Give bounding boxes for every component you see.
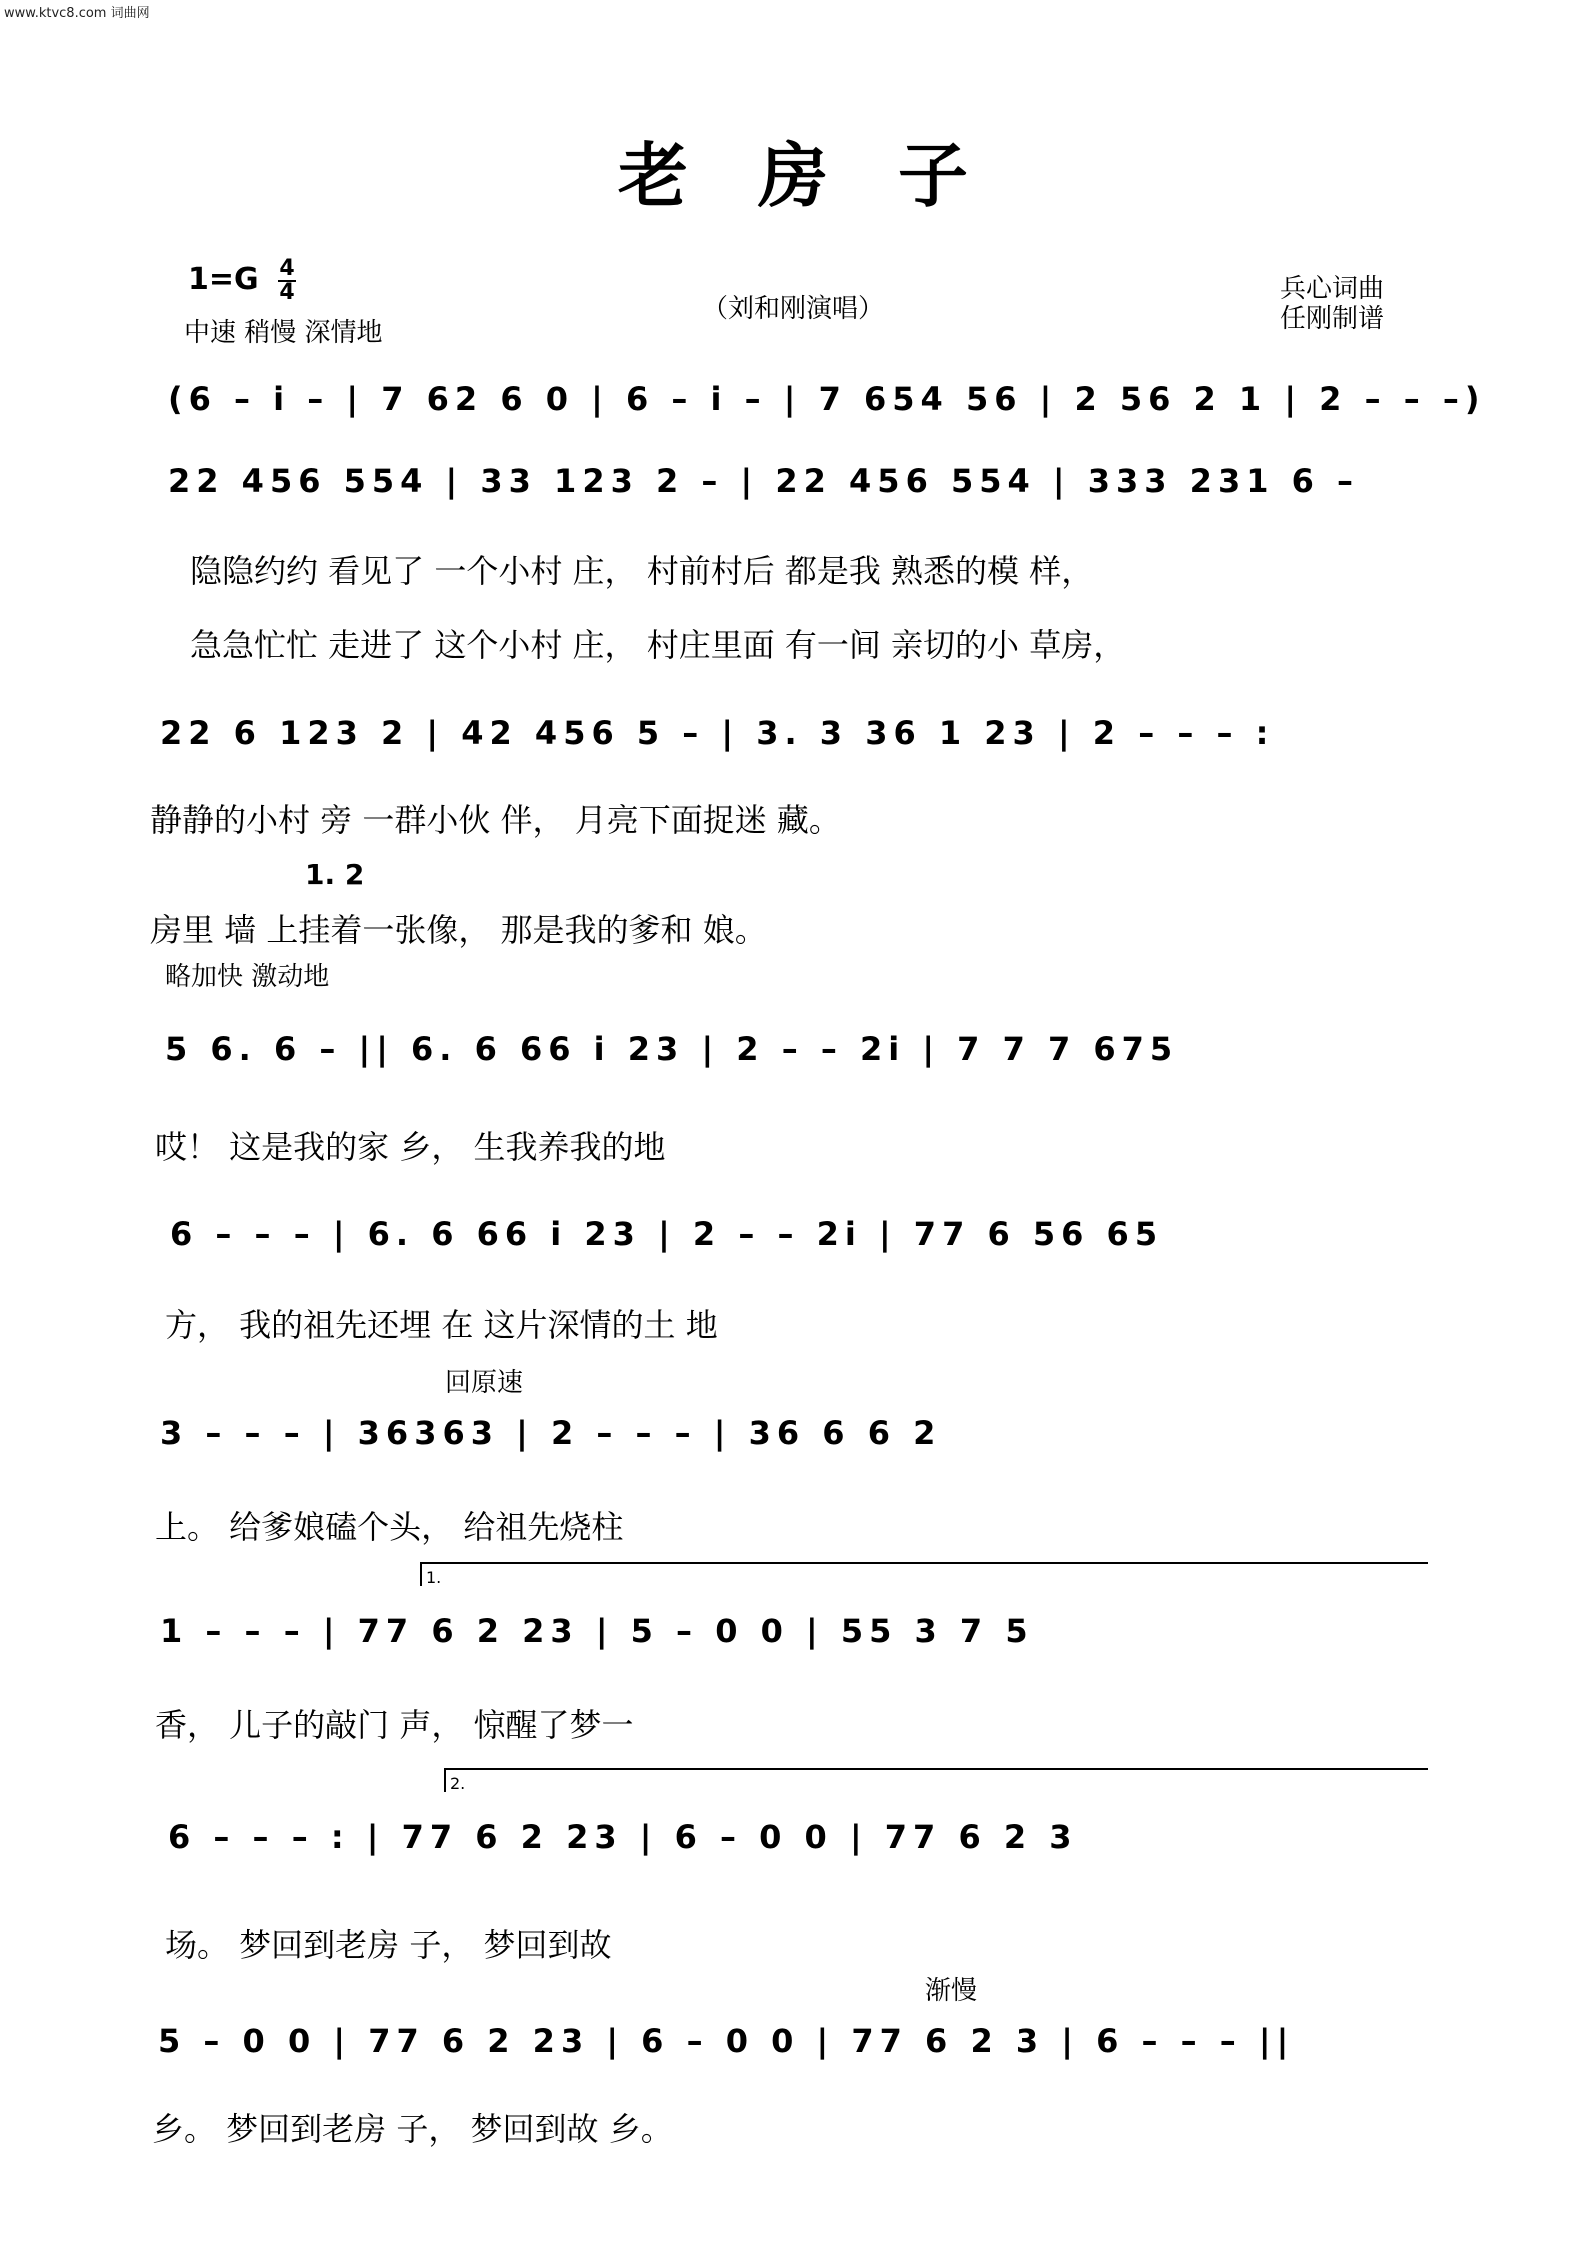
score-line-1: (6 – i – | 7 62 6 0 | 6 – i – | 7 654 56 | 2 56 2 1 | 2 – – –) xyxy=(168,380,1486,418)
lyrics-line-9: 乡。 梦回到老房 子， 梦回到故 乡。 xyxy=(152,2110,673,2148)
tempo-marking: 中速 稍慢 深情地 xyxy=(184,318,383,348)
tempo-change-faster: 略加快 激动地 xyxy=(165,962,330,992)
score-line-3: 22 6 123 2 | 42 456 5 – | 3. 3 36 1 23 | 2 – – – : xyxy=(160,714,1275,752)
lyrics-line-2b: 急急忙忙 走进了 这个小村 庄， 村庄里面 有一间 亲切的小 草房， xyxy=(190,626,1126,664)
alternate-notes: 1. 2 xyxy=(305,858,365,891)
score-line-4: 5 6. 6 – || 6. 6 66 i 23 | 2 – – 2i | 7 7 7 675 xyxy=(165,1030,1179,1068)
volta-2-number: 2. xyxy=(450,1774,466,1793)
score-line-6: 3 – – – | 36363 | 2 – – – | 36 6 6 2 xyxy=(160,1414,942,1452)
score-line-8: 6 – – – : | 77 6 2 23 | 6 – 0 0 | 77 6 2 3 xyxy=(168,1818,1078,1856)
tempo-change-original: 回原速 xyxy=(445,1368,524,1398)
lyrics-line-7: 香， 儿子的敲门 声， 惊醒了梦一 xyxy=(155,1706,634,1744)
volta-1-bracket xyxy=(420,1562,1428,1564)
page-title: 老房子 xyxy=(618,134,1038,217)
score-line-9: 5 – 0 0 | 77 6 2 23 | 6 – 0 0 | 77 6 2 3 | 6 – – – || xyxy=(158,2022,1295,2060)
lyrics-line-3b: 房里 墙 上挂着一张像， 那是我的爹和 娘。 xyxy=(150,911,767,949)
volta-1-tick xyxy=(420,1562,422,1586)
composer-line: 兵心词曲 xyxy=(1280,274,1385,304)
lyrics-line-8: 场。 梦回到老房 子， 梦回到故 xyxy=(165,1926,612,1964)
lyrics-line-4: 哎！ 这是我的家 乡， 生我养我的地 xyxy=(155,1128,666,1166)
volta-1-number: 1. xyxy=(426,1568,442,1587)
volta-2-tick xyxy=(444,1768,446,1792)
score-line-7: 1 – – – | 77 6 2 23 | 5 – 0 0 | 55 3 7 5 xyxy=(160,1612,1034,1650)
meter-bottom: 4 xyxy=(279,280,295,305)
composer-credits xyxy=(1280,274,1384,334)
score-line-2: 22 456 554 | 33 123 2 – | 22 456 554 | 333 231 6 – xyxy=(168,462,1360,500)
lyrics-line-6: 上。 给爹娘磕个头， 给祖先烧柱 xyxy=(155,1508,624,1546)
watermark: www.ktvc8.com 词曲网 xyxy=(4,6,150,21)
key-signature: 1=G xyxy=(188,262,259,297)
volta-2-bracket xyxy=(444,1768,1428,1770)
meter-top: 4 xyxy=(279,256,295,281)
arranger-line: 任刚制谱 xyxy=(1280,304,1385,334)
singer-credit: （刘和刚演唱） xyxy=(701,294,884,324)
lyrics-line-3a: 静静的小村 旁 一群小伙 伴， 月亮下面捉迷 藏。 xyxy=(150,801,841,839)
tempo-change-slowing: 渐慢 xyxy=(925,1976,978,2006)
score-line-5: 6 – – – | 6. 6 66 i 23 | 2 – – 2i | 77 6 56 65 xyxy=(170,1215,1164,1253)
lyrics-line-5: 方， 我的祖先还埋 在 这片深情的土 地 xyxy=(165,1306,718,1344)
lyrics-line-2a: 隐隐约约 看见了 一个小村 庄， 村前村后 都是我 熟悉的模 样， xyxy=(190,552,1094,590)
